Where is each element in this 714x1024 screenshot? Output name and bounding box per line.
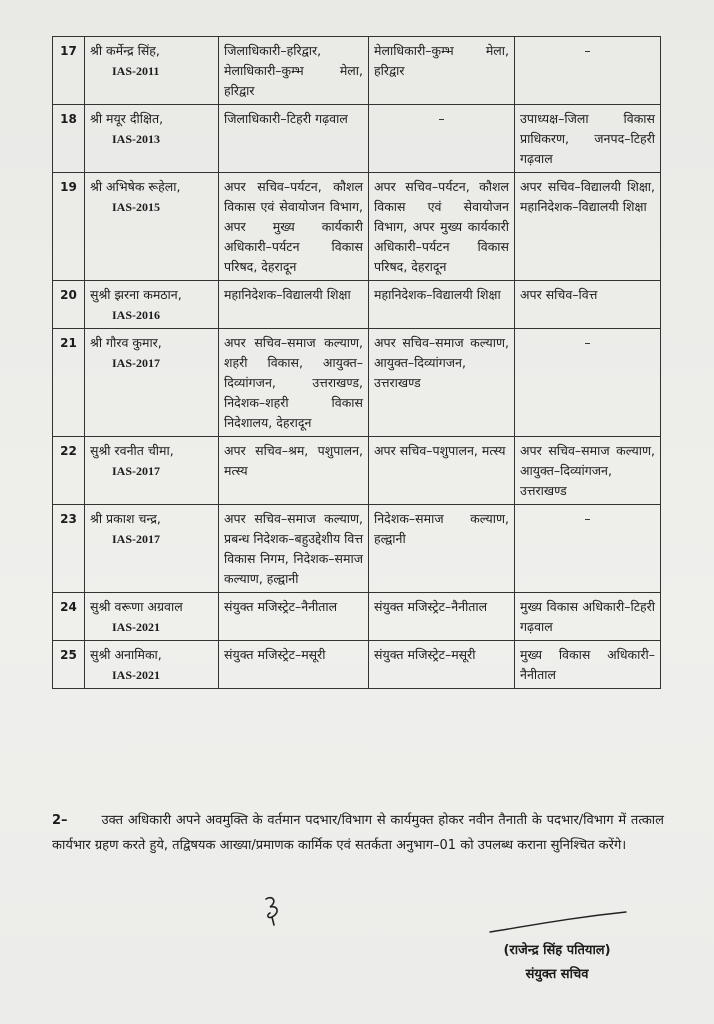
transfer-orders-table — [52, 36, 661, 689]
new-posting-cell: मुख्य विकास अधिकारी–टिहरी गढ़वाल — [515, 593, 661, 641]
officer-name: श्री गौरव कुमार, — [90, 335, 162, 350]
serial-number-cell: 21 — [53, 329, 85, 437]
new-posting-cell: अपर सचिव–समाज कल्याण, आयुक्त–दिव्यांगजन, उत्तराखण्ड — [515, 437, 661, 505]
officer-service-batch: IAS-2017 — [112, 464, 161, 478]
new-posting-cell: अपर सचिव–वित्त — [515, 281, 661, 329]
table-row — [53, 37, 661, 105]
officer-service-batch: IAS-2017 — [112, 356, 161, 370]
table-row — [53, 505, 661, 593]
serial-number-cell: 17 — [53, 37, 85, 105]
signatory-designation: संयुक्त सचिव — [525, 967, 589, 982]
relieved-post-cell: महानिदेशक–विद्यालयी शिक्षा — [369, 281, 515, 329]
current-post-cell: अपर सचिव–श्रम, पशुपालन, मत्स्य — [219, 437, 369, 505]
signatory-name: (राजेन्द्र सिंह पतियाल) — [503, 943, 611, 958]
serial-number-cell: 24 — [53, 593, 85, 641]
new-posting-cell: – — [515, 37, 661, 105]
serial-number-cell: 23 — [53, 505, 85, 593]
officer-service-batch: IAS-2011 — [112, 64, 160, 78]
serial-number-cell: 18 — [53, 105, 85, 173]
signature-stroke-icon — [488, 910, 628, 934]
serial-number-cell: 20 — [53, 281, 85, 329]
table-body — [53, 37, 661, 689]
relieved-post-cell: संयुक्त मजिस्ट्रेट–मसूरी — [369, 641, 515, 689]
current-post-cell: अपर सचिव–समाज कल्याण, शहरी विकास, आयुक्त–दिव्यांगजन, उत्तराखण्ड, निदेशक–शहरी विकास निदेशालय, देहरादून — [219, 329, 369, 437]
officer-cell — [85, 173, 219, 281]
new-posting-cell: उपाध्यक्ष–जिला विकास प्राधिकरण, जनपद–टिहरी गढ़वाल — [515, 105, 661, 173]
current-post-cell: अपर सचिव–पर्यटन, कौशल विकास एवं सेवायोजन विभाग, अपर मुख्य कार्यकारी अधिकारी–पर्यटन विकास परिषद, देहरादून — [219, 173, 369, 281]
paragraph-text: उक्त अधिकारी अपने अवमुक्ति के वर्तमान पदभार/विभाग से कार्यमुक्त होकर नवीन तैनाती के पदभार/विभाग में तत्काल कार्यभार ग्रहण करते हुये, तद्विषयक आख्या/प्रमाणक कार्मिक एवं सतर्कता अनुभाग–01 को उपलब्ध कराना सुनिश्चित करेंगे। — [52, 813, 664, 853]
officer-name: सुश्री झरना कमठान, — [90, 287, 182, 302]
table-row — [53, 437, 661, 505]
officer-service-batch: IAS-2017 — [112, 532, 161, 546]
officer-service-batch: IAS-2016 — [112, 308, 161, 322]
officer-name: सुश्री वरूणा अग्रवाल — [90, 599, 183, 614]
new-posting-cell: मुख्य विकास अधिकारी–नैनीताल — [515, 641, 661, 689]
table-row — [53, 105, 661, 173]
serial-number-cell: 25 — [53, 641, 85, 689]
initial-mark-icon — [258, 895, 288, 927]
current-post-cell: अपर सचिव–समाज कल्याण, प्रबन्ध निदेशक–बहुउद्देशीय वित्त विकास निगम, निदेशक–समाज कल्याण, हल्द्वानी — [219, 505, 369, 593]
officer-cell — [85, 437, 219, 505]
officer-name: सुश्री रवनीत चीमा, — [90, 443, 174, 458]
table-row — [53, 329, 661, 437]
relieved-post-cell: – — [369, 105, 515, 173]
instruction-paragraph — [52, 808, 664, 858]
current-post-cell: संयुक्त मजिस्ट्रेट–नैनीताल — [219, 593, 369, 641]
officer-service-batch: IAS-2021 — [112, 668, 161, 682]
new-posting-cell: – — [515, 505, 661, 593]
current-post-cell: जिलाधिकारी–टिहरी गढ़वाल — [219, 105, 369, 173]
relieved-post-cell: निदेशक–समाज कल्याण, हल्द्वानी — [369, 505, 515, 593]
officer-cell — [85, 593, 219, 641]
officer-name: श्री कर्मेन्द्र सिंह, — [90, 43, 160, 58]
officer-name: श्री अभिषेक रूहेला, — [90, 179, 181, 194]
relieved-post-cell: अपर सचिव–समाज कल्याण, आयुक्त–दिव्यांगजन, उत्तराखण्ड — [369, 329, 515, 437]
new-posting-cell: अपर सचिव–विद्यालयी शिक्षा, महानिदेशक–विद्यालयी शिक्षा — [515, 173, 661, 281]
current-post-cell: संयुक्त मजिस्ट्रेट–मसूरी — [219, 641, 369, 689]
new-posting-cell: – — [515, 329, 661, 437]
table-row — [53, 641, 661, 689]
table-row — [53, 593, 661, 641]
relieved-post-cell: अपर सचिव–पशुपालन, मत्स्य — [369, 437, 515, 505]
table-row — [53, 281, 661, 329]
officer-service-batch: IAS-2015 — [112, 200, 161, 214]
officer-name: श्री प्रकाश चन्द्र, — [90, 511, 161, 526]
relieved-post-cell: अपर सचिव–पर्यटन, कौशल विकास एवं सेवायोजन विभाग, अपर मुख्य कार्यकारी अधिकारी–पर्यटन विकास परिषद, देहरादून — [369, 173, 515, 281]
officer-cell — [85, 329, 219, 437]
table-row — [53, 173, 661, 281]
current-post-cell: जिलाधिकारी–हरिद्वार, मेलाधिकारी–कुम्भ मेला, हरिद्वार — [219, 37, 369, 105]
officer-service-batch: IAS-2013 — [112, 132, 161, 146]
officer-cell — [85, 641, 219, 689]
paragraph-number: 2– — [52, 813, 68, 828]
officer-cell — [85, 281, 219, 329]
serial-number-cell: 19 — [53, 173, 85, 281]
officer-cell — [85, 505, 219, 593]
serial-number-cell: 22 — [53, 437, 85, 505]
officer-name: श्री मयूर दीक्षित, — [90, 111, 164, 126]
relieved-post-cell: मेलाधिकारी–कुम्भ मेला, हरिद्वार — [369, 37, 515, 105]
officer-cell — [85, 37, 219, 105]
current-post-cell: महानिदेशक–विद्यालयी शिक्षा — [219, 281, 369, 329]
relieved-post-cell: संयुक्त मजिस्ट्रेट–नैनीताल — [369, 593, 515, 641]
officer-service-batch: IAS-2021 — [112, 620, 161, 634]
officer-name: सुश्री अनामिका, — [90, 647, 162, 662]
officer-cell — [85, 105, 219, 173]
